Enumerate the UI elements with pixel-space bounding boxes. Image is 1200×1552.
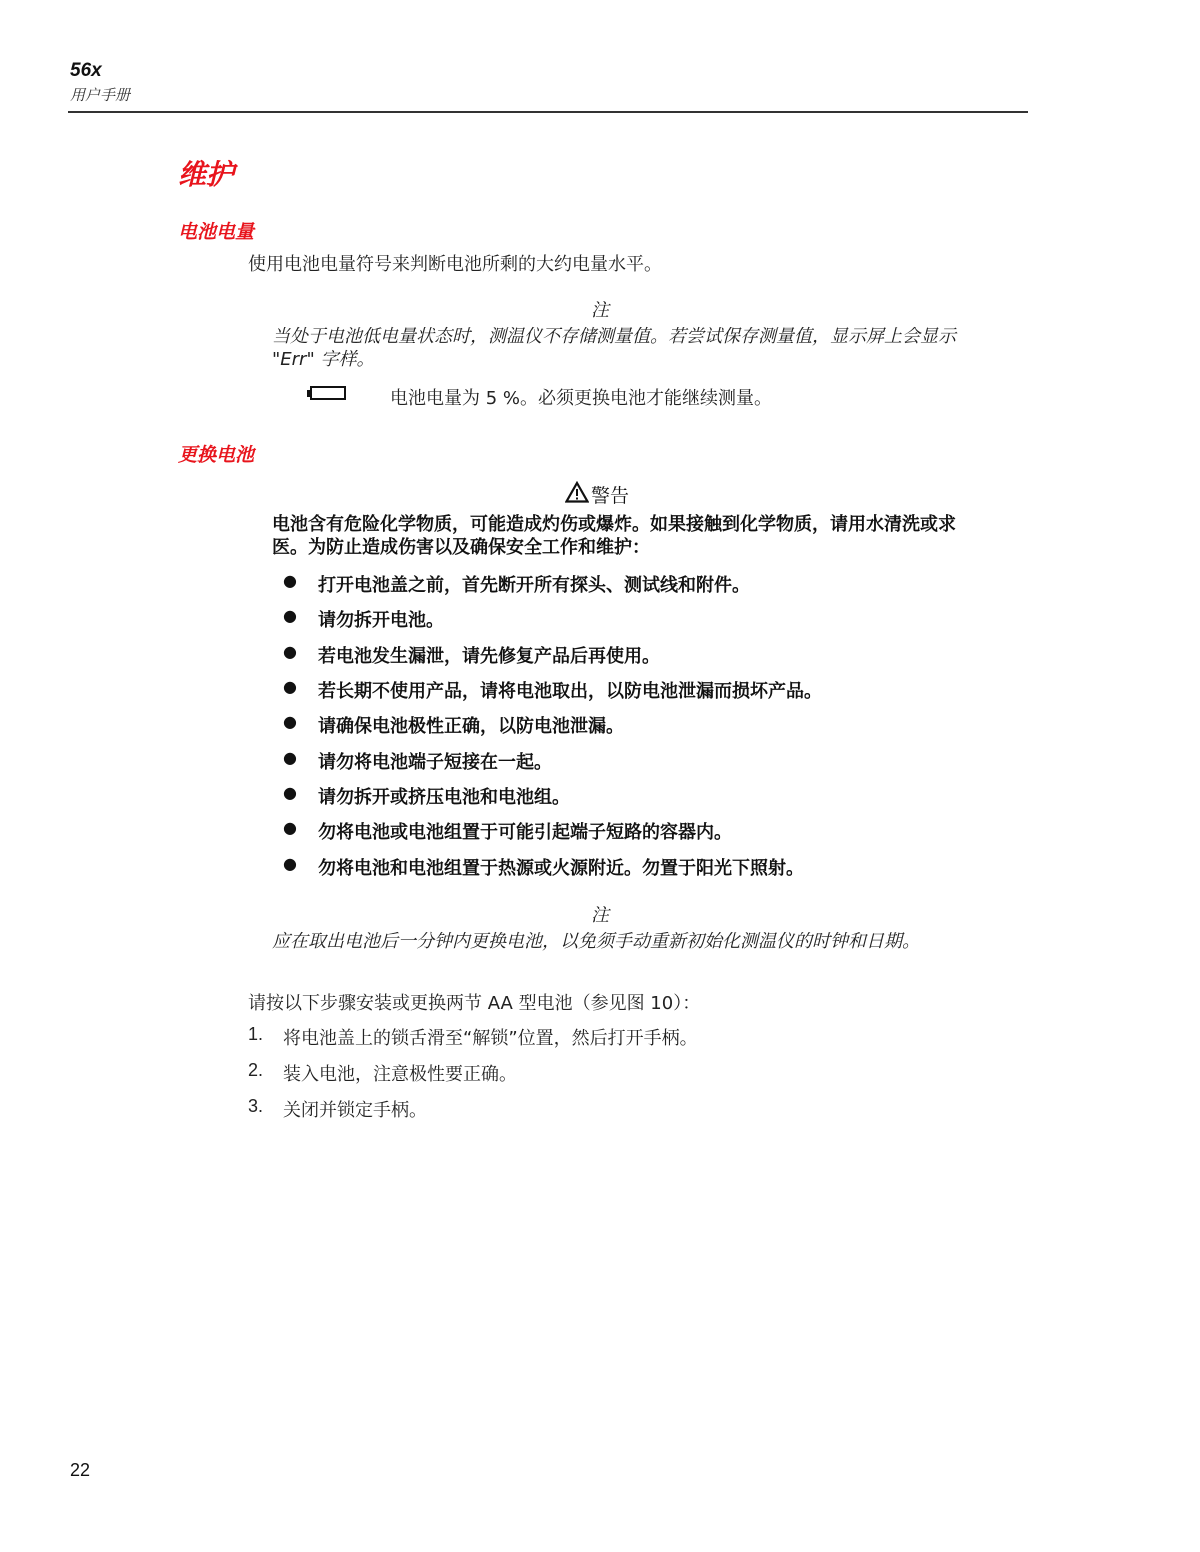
replace-battery-heading: 更换电池 [178,444,255,466]
warning-bullet: ● 打开电池盖之前，首先断开所有探头、测试线和附件。 [283,571,750,596]
warning-bullet: ● 勿将电池和电池组置于热源或火源附近。勿置于阳光下照射。 [283,854,804,879]
note-text: 当处于电池低电量状态时，测温仪不存储测量值。若尝试保存测量值，显示屏上会显示 "Err" 字样。 [272,326,956,370]
step-item: 1. 将电池盖上的锁舌滑至“解锁”位置，然后打开手柄。 [248,1024,698,1049]
battery-empty-icon [310,386,346,400]
warning-text: 电池含有危险化学物质，可能造成灼伤或爆炸。如果接触到化学物质，请用水清洗或求医。为防止造成伤害以及确保安全工作和维护： [272,514,956,558]
warning-title [565,481,629,508]
warning-bullet: ● 请确保电池极性正确，以防电池泄漏。 [283,712,624,737]
section-title: 维护 [178,158,235,191]
battery-indicator-text: 电池电量为 5 %。必须更换电池才能继续测量。 [390,388,772,409]
warning-bullet: ● 若长期不使用产品，请将电池取出，以防电池泄漏而损坏产品。 [283,677,822,702]
step-item: 3. 关闭并锁定手柄。 [248,1096,427,1121]
battery-level-intro: 使用电池电量符号来判断电池所剩的大约电量水平。 [248,254,662,275]
warning-bullet: ● 勿将电池或电池组置于可能引起端子短路的容器内。 [283,818,732,843]
manual-subtitle: 用户手册 [70,86,131,104]
warning-bullet: ● 若电池发生漏泄，请先修复产品后再使用。 [283,642,660,667]
warning-bullet: ● 请勿拆开或挤压电池和电池组。 [283,783,570,808]
warning-triangle-icon [565,481,589,508]
note-title: 注 [591,905,609,926]
warning-bullet: ● 请勿拆开电池。 [283,606,444,631]
page-number: 22 [70,1460,91,1480]
steps-intro: 请按以下步骤安装或更换两节 AA 型电池（参见图 10）： [248,993,701,1014]
note-text: 应在取出电池后一分钟内更换电池，以免须手动重新初始化测温仪的时钟和日期。 [272,931,920,952]
battery-level-heading: 电池电量 [178,221,255,243]
warning-label: 警告 [591,485,630,507]
step-item: 2. 装入电池，注意极性要正确。 [248,1060,517,1085]
warning-bullet: ● 请勿将电池端子短接在一起。 [283,748,552,773]
note-title: 注 [591,300,609,321]
manual-model: 56x [70,60,102,81]
header-divider [68,111,1028,113]
